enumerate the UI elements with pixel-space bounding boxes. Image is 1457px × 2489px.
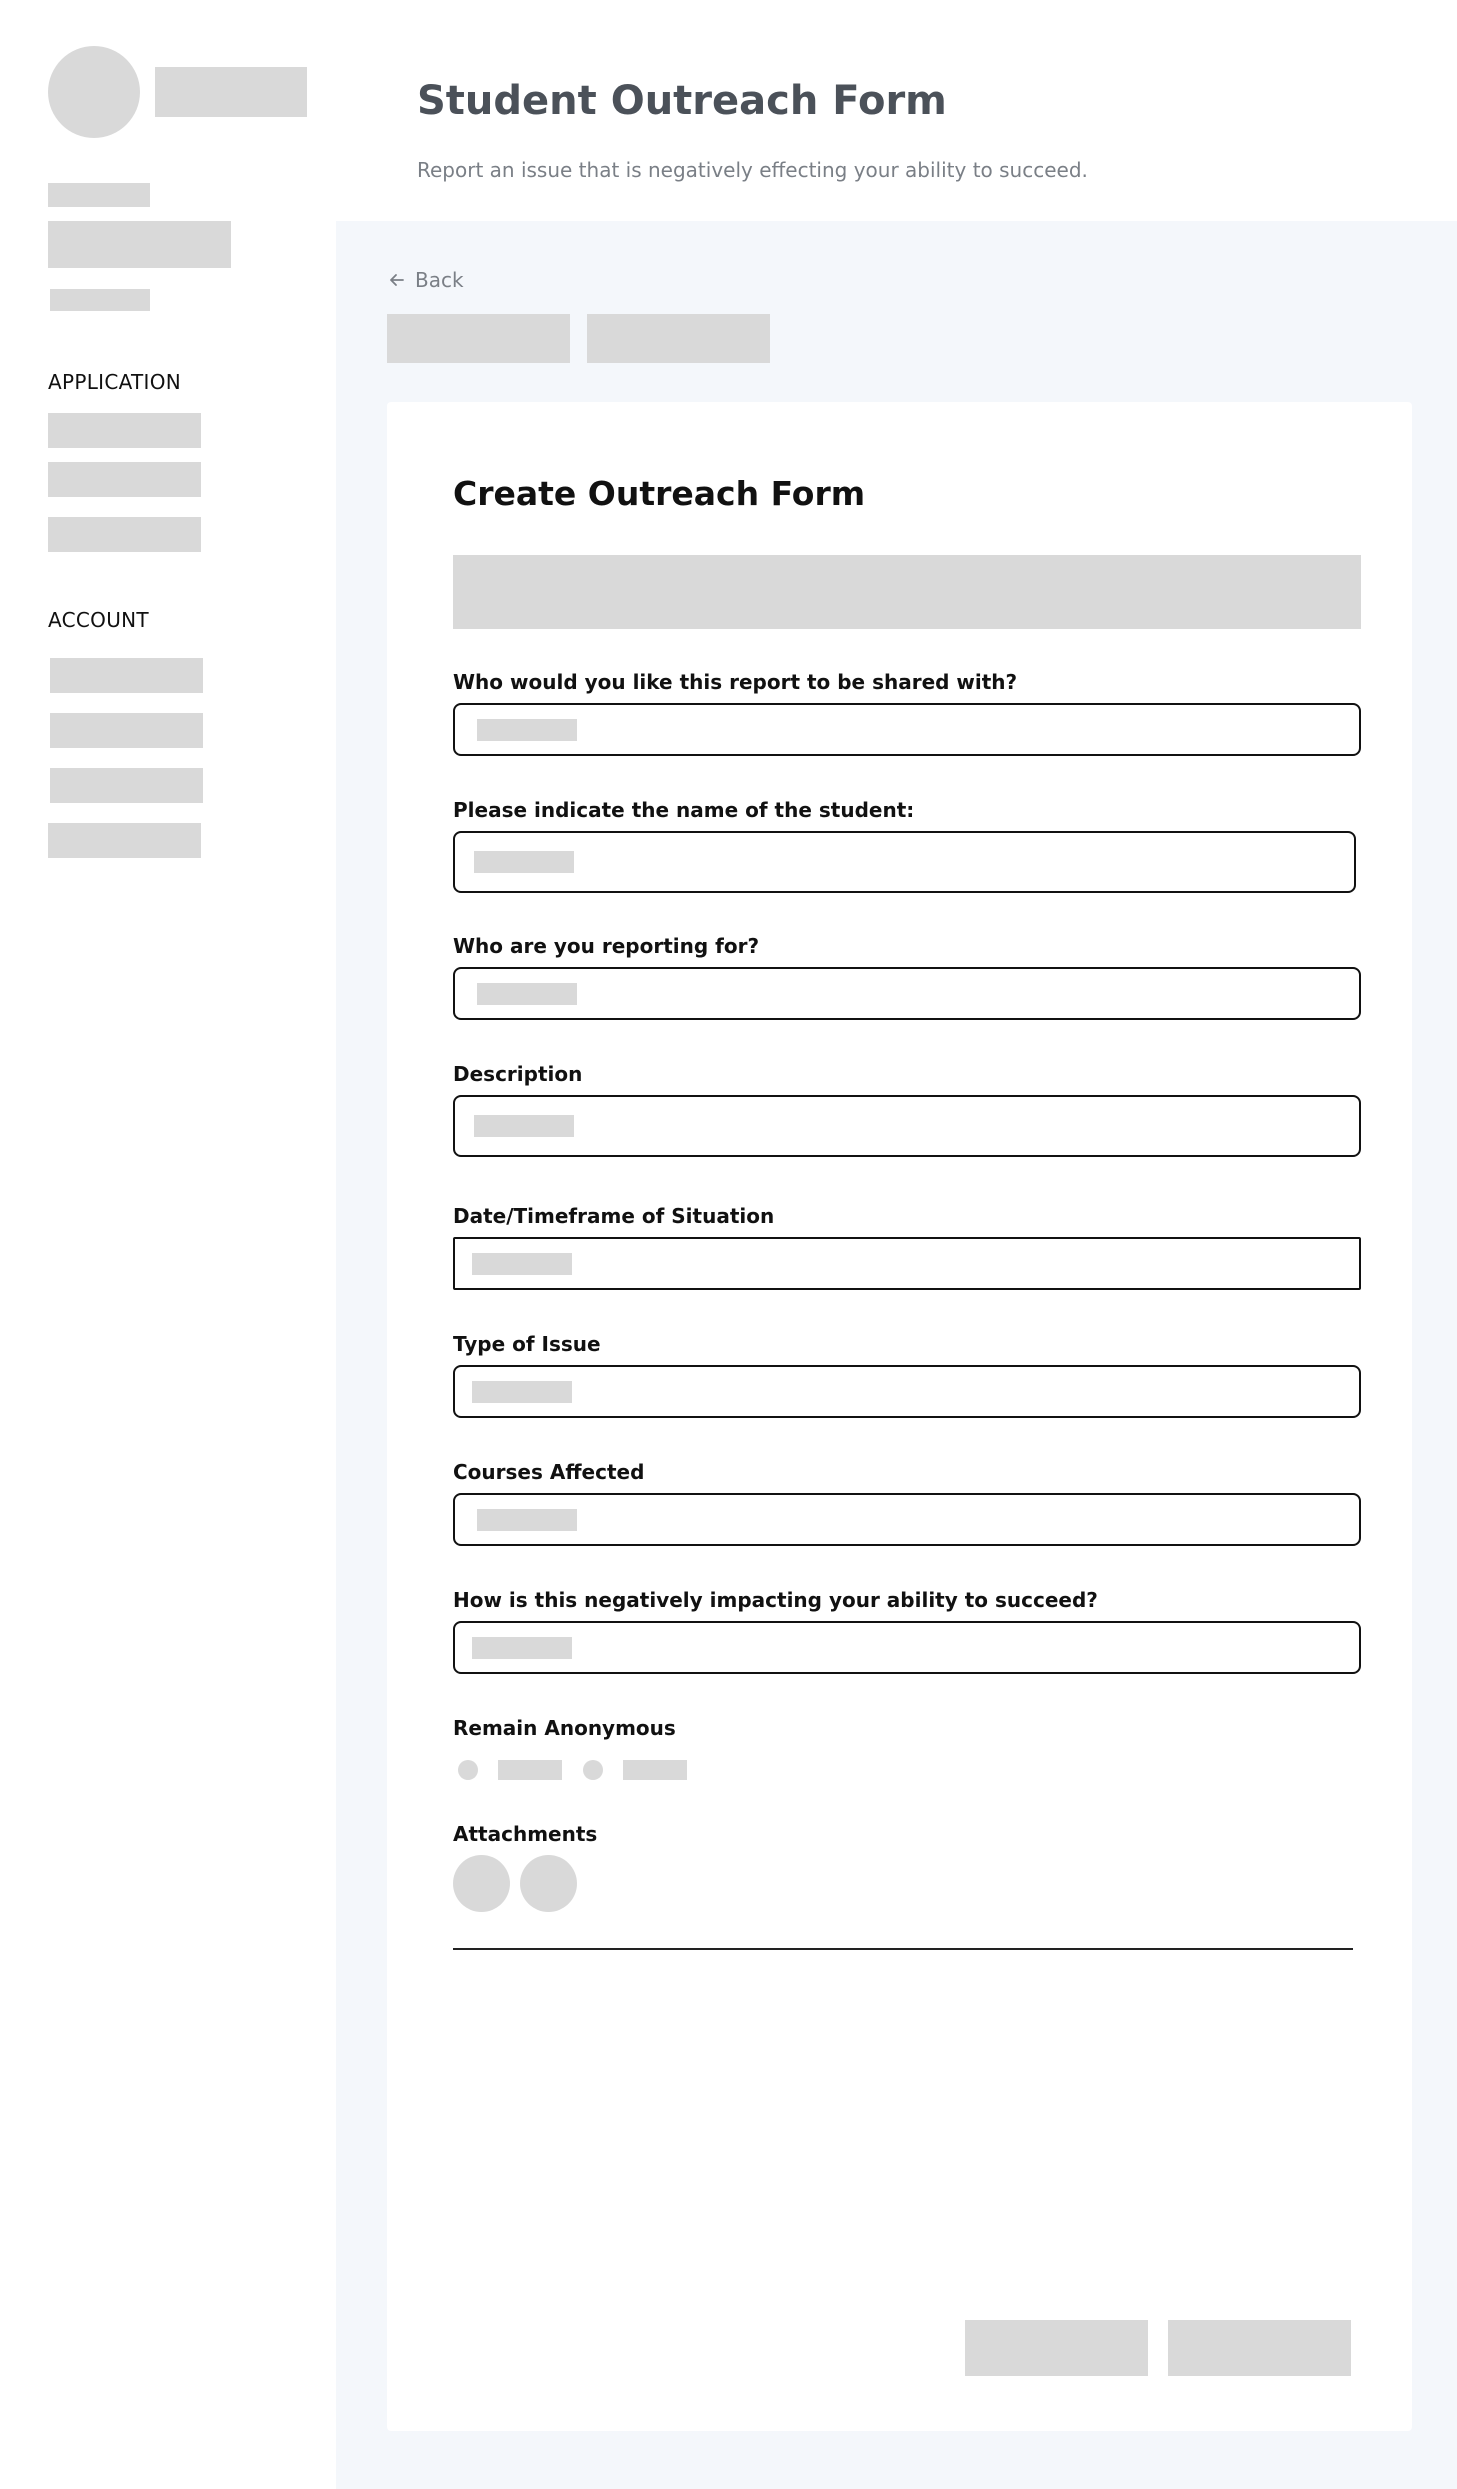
sidebar-item-placeholder[interactable]	[48, 823, 201, 858]
radio-label-placeholder	[623, 1760, 687, 1780]
sidebar-section-account: ACCOUNT	[48, 608, 149, 632]
sidebar-item-placeholder[interactable]	[50, 658, 203, 693]
sidebar-section-application: APPLICATION	[48, 370, 182, 394]
input-value-placeholder	[472, 1253, 572, 1275]
issue-type-input[interactable]	[453, 1365, 1361, 1418]
sidebar-item-placeholder[interactable]	[48, 413, 201, 448]
reporting-for-input[interactable]	[453, 967, 1361, 1020]
input-value-placeholder	[474, 1115, 574, 1137]
field-label-student-name: Please indicate the name of the student:	[453, 798, 915, 822]
attachment-thumb[interactable]	[520, 1855, 577, 1912]
radio-label-placeholder	[498, 1760, 562, 1780]
page-subtitle: Report an issue that is negatively effecting your ability to succeed.	[417, 158, 1088, 182]
impact-input[interactable]	[453, 1621, 1361, 1674]
back-label: Back	[415, 268, 464, 292]
input-value-placeholder	[474, 851, 574, 873]
field-label-date-timeframe: Date/Timeframe of Situation	[453, 1204, 775, 1228]
radio-option-1[interactable]	[458, 1760, 478, 1780]
sidebar-link-placeholder[interactable]	[50, 289, 150, 311]
description-input[interactable]	[453, 1095, 1361, 1157]
footer-button-placeholder[interactable]	[965, 2320, 1148, 2376]
radio-option-2[interactable]	[583, 1760, 603, 1780]
sidebar-link-placeholder[interactable]	[48, 183, 150, 207]
sidebar-link-placeholder[interactable]	[48, 221, 231, 268]
input-value-placeholder	[472, 1637, 572, 1659]
field-label-shared-with: Who would you like this report to be shared with?	[453, 670, 1018, 694]
footer-button-placeholder[interactable]	[1168, 2320, 1351, 2376]
field-label-attachments: Attachments	[453, 1822, 598, 1846]
divider	[453, 1948, 1353, 1950]
form-banner-placeholder	[453, 555, 1361, 629]
sidebar-item-placeholder[interactable]	[48, 462, 201, 497]
date-timeframe-input[interactable]	[453, 1237, 1361, 1290]
field-label-reporting-for: Who are you reporting for?	[453, 934, 760, 958]
sidebar-item-placeholder[interactable]	[48, 517, 201, 552]
input-value-placeholder	[477, 1509, 577, 1531]
field-label-issue-type: Type of Issue	[453, 1332, 601, 1356]
shared-with-input[interactable]	[453, 703, 1361, 756]
tab-placeholder[interactable]	[387, 314, 570, 363]
input-value-placeholder	[477, 983, 577, 1005]
student-name-input[interactable]	[453, 831, 1356, 893]
attachment-thumb[interactable]	[453, 1855, 510, 1912]
sidebar-item-placeholder[interactable]	[50, 713, 203, 748]
courses-affected-input[interactable]	[453, 1493, 1361, 1546]
app-name-placeholder	[155, 67, 307, 117]
sidebar-item-placeholder[interactable]	[50, 768, 203, 803]
arrow-left-icon	[387, 270, 407, 290]
field-label-description: Description	[453, 1062, 583, 1086]
input-value-placeholder	[472, 1381, 572, 1403]
page-title: Student Outreach Form	[417, 78, 947, 124]
input-value-placeholder	[477, 719, 577, 741]
field-label-courses-affected: Courses Affected	[453, 1460, 645, 1484]
form-title: Create Outreach Form	[453, 474, 866, 513]
sidebar	[0, 0, 336, 2489]
field-label-anonymous: Remain Anonymous	[453, 1716, 676, 1740]
tab-placeholder[interactable]	[587, 314, 770, 363]
avatar[interactable]	[48, 46, 140, 138]
field-label-impact: How is this negatively impacting your ability to succeed?	[453, 1588, 1098, 1612]
page-header	[336, 0, 1457, 221]
back-link[interactable]	[387, 268, 464, 292]
